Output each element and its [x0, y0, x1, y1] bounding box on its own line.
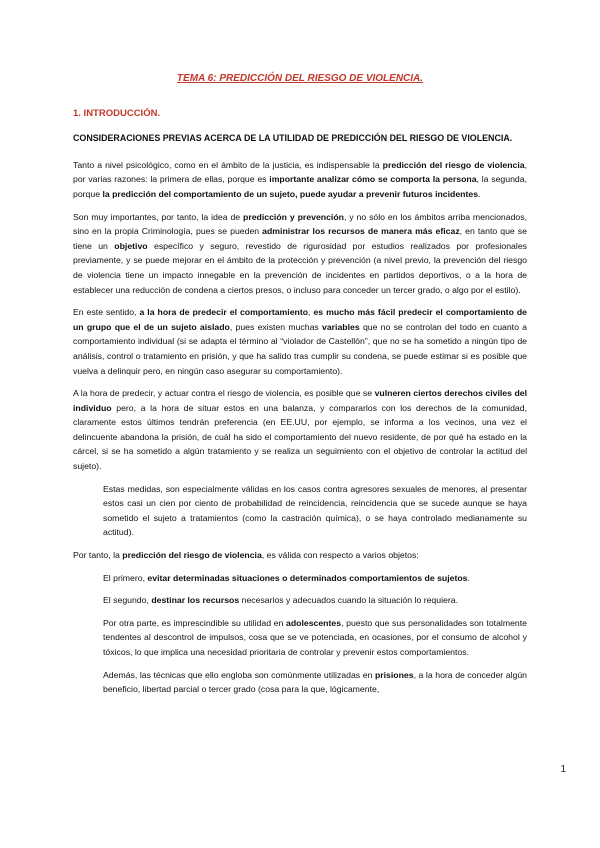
- text-run: Estas medidas, son especialmente válidas en los casos contra agresores sexuales de menores, al presentar estos casi un cien por ciento de probabilidad de reincidencia, reincidencia que se sucede aunque se haya sometido el sujeto a tratamientos (como la castración química), o se haya controlado medianamente su actitud).: [103, 483, 527, 538]
- text-run: , pues existen muchas: [229, 321, 323, 332]
- bold-run: predicción del riesgo de violencia: [382, 159, 525, 170]
- bold-run: la predicción del comportamiento de un sujeto, puede ayudar a prevenir futuros incidentes: [102, 188, 479, 199]
- bold-run: administrar los recursos de manera más eficaz: [262, 226, 460, 237]
- text-run: En este sentido,: [73, 307, 140, 318]
- text-run: Por tanto, la: [73, 550, 123, 561]
- text-run: pero, a la hora de situar estos en una balanza, y compararlos con los derechos de la comunidad, claramente estos últimos tendrán preferencia (en EE.UU, por ejemplo, se informa a los vecinos, una vez el delincuente abandona la prisión, de cuál ha sido el comportamiento del nuevo residente, de por qué ha estado en la cárcel, si se ha sometido a algún tratamiento y se realiza un seguimiento con el objetivo de controlar la actitud del sujeto).: [73, 402, 527, 472]
- text-run: El primero,: [103, 572, 148, 583]
- bold-run: es mucho más fácil predecir el comportamiento de un grupo que el de un sujeto aislado: [73, 307, 528, 332]
- text-run: , la segunda, porque: [73, 174, 527, 199]
- bold-run: objetivo: [114, 240, 148, 251]
- text-run: .: [467, 572, 470, 583]
- text-run: Por otra parte, es imprescindible su utilidad en: [103, 617, 286, 628]
- text-run: que no se controlan del todo en cuanto a comportamiento individual (si se adapta el término al “violador de Castellón”, que no se ha sometido a ningún tipo de análisis, control o tratamiento en prisión, y que ha salido tras cumplir su condena, se puede estimar si es posible que vuelva a delinquir pero, en ningún caso asegurar su comportamiento).: [73, 321, 528, 376]
- bold-run: a la hora de predecir el comportamiento: [139, 307, 309, 318]
- paragraph-8: [103, 593, 527, 608]
- bold-run: adolescentes: [286, 617, 342, 628]
- text-run: A la hora de predecir, y actuar contra el riesgo de violencia, es posible que se: [73, 388, 375, 399]
- bold-run: importante analizar cómo se comporta la persona: [269, 174, 477, 185]
- subheading: CONSIDERACIONES PREVIAS ACERCA DE LA UTILIDAD DE PREDICCIÓN DEL RIESGO DE VIOLENCIA.: [73, 133, 513, 144]
- text-run: específico y seguro, revestido de rigurosidad por estudios realizados por profesionales previamente, y se puede mejorar en el ámbito de la protección y prevención (a nivel previo, la prevención del riesgo de violencia tiene un impacto innegable en la prevención de incidentes en partidos deportivos, o a la hora de establecer una reducción de condena a ciertos presos, o incluso para conceder un tercer grado, o algo por el estilo).: [73, 240, 527, 295]
- bold-run: variables: [322, 321, 360, 332]
- bold-run: vulneren ciertos derechos civiles del individuo: [73, 388, 527, 413]
- text-run: necesarios y adecuados cuando la situación lo requiera.: [239, 595, 458, 606]
- text-run: , puesto que sus personalidades son totalmente tendentes al descontrol de impulsos, cosa que se ve potenciada, en ocasiones, por el consumo de alcohol y tóxicos, lo que implica una necesidad prioritaria de controlar y prevenir estos comportamientos.: [103, 617, 527, 657]
- text-run: , a la hora de conceder algún beneficio, libertad parcial o tercer grado (cosa para la que, lógicamente,: [103, 669, 527, 695]
- document-title: TEMA 6: PREDICCIÓN DEL RIESGO DE VIOLENCIA.: [176, 73, 424, 84]
- bold-run: evitar determinadas situaciones o determinados comportamientos de sujetos: [147, 572, 468, 583]
- paragraph-10: [103, 668, 527, 697]
- paragraph-5: [103, 482, 527, 540]
- bold-run: predicción y prevención: [243, 211, 344, 222]
- bold-run: predicción del riesgo de violencia: [122, 550, 262, 561]
- text-run: Son muy importantes, por tanto, la idea de: [73, 211, 244, 222]
- paragraph-3: [73, 305, 527, 378]
- paragraph-9: [103, 616, 527, 660]
- text-run: .: [478, 188, 481, 199]
- text-run: Además, las técnicas que ello engloba son comúnmente utilizadas en: [103, 669, 375, 680]
- text-run: , en tanto que se tiene un: [73, 226, 527, 251]
- text-run: El segundo,: [103, 595, 152, 606]
- bold-run: prisiones: [374, 669, 414, 680]
- section-heading: 1. INTRODUCCIÓN.: [73, 107, 161, 119]
- text-run: , por varias razones: la primera de ellas, porque es: [73, 159, 527, 185]
- bold-run: destinar los recursos: [151, 595, 240, 606]
- paragraph-7: [103, 571, 527, 586]
- page-number: 1: [560, 764, 566, 776]
- paragraph-4: [73, 386, 527, 474]
- paragraph-2: [73, 210, 527, 298]
- text-run: Tanto a nivel psicológico, como en el ámbito de la justicia, es indispensable la: [73, 159, 383, 170]
- text-run: , y no sólo en los ámbitos arriba mencionados, sino en la propia Criminología, pues se pueden: [73, 211, 528, 237]
- text-run: , es válida con respecto a varios objetos:: [261, 550, 419, 561]
- paragraph-6: [73, 548, 527, 563]
- paragraph-1: [73, 158, 527, 202]
- text-run: ,: [308, 307, 314, 318]
